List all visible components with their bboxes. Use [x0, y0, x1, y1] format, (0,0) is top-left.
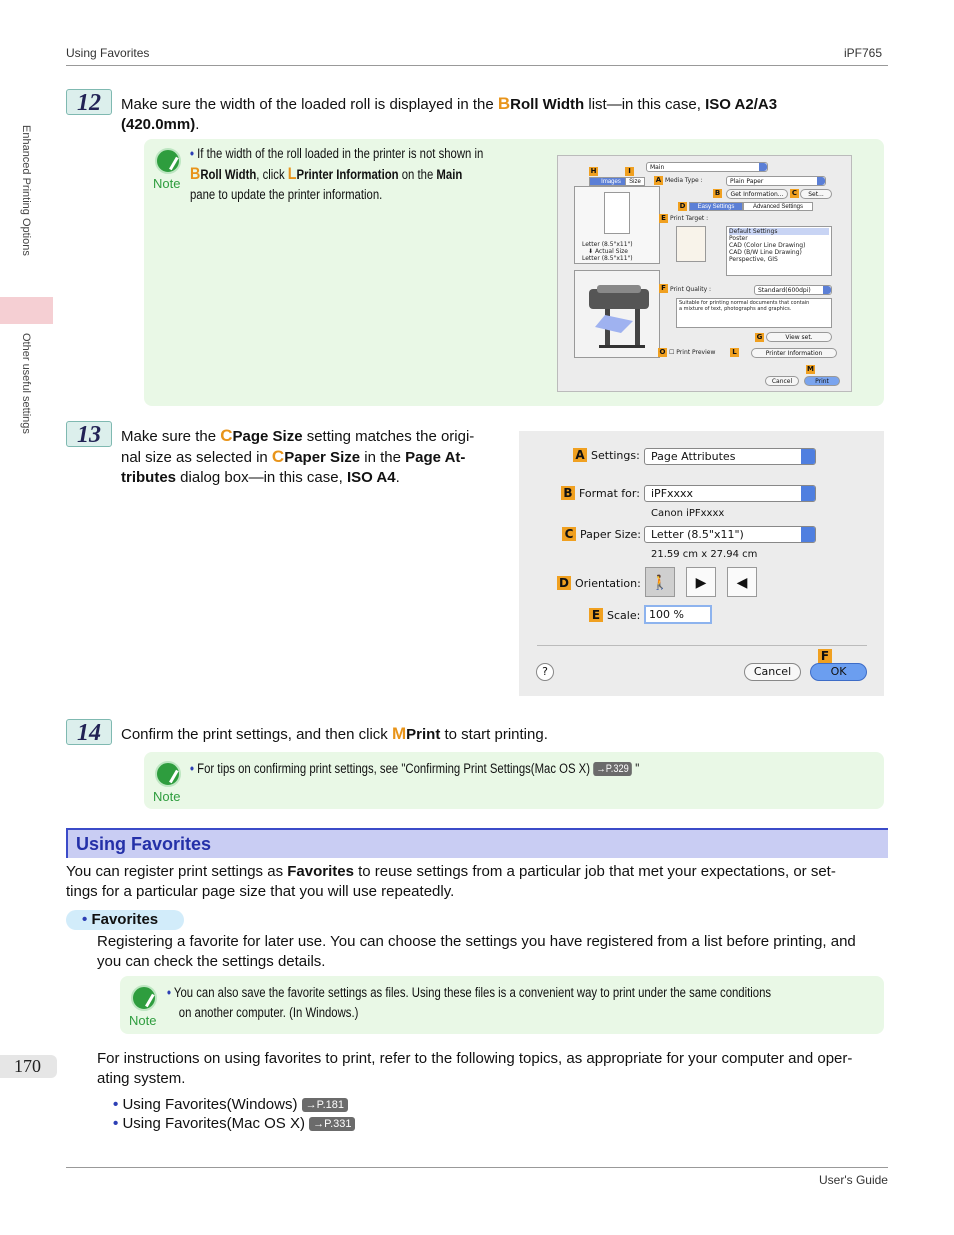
section-title: Using Favorites: [76, 834, 212, 854]
description-line-1: Suitable for printing normal documents that contain: [679, 300, 810, 306]
step-13-text: Make sure the CPage Size setting matches the origi- nal size as selected in CPaper Size in the Page At- tributes dialog box—in this case, ISO A4.: [121, 426, 475, 486]
settings-label: Settings:: [591, 449, 640, 462]
media-type-select[interactable]: Plain Paper: [726, 176, 826, 186]
tag-i: I: [625, 167, 634, 176]
page-reference-link[interactable]: →P.181: [302, 1098, 348, 1112]
tab-advanced-settings[interactable]: Advanced Settings: [743, 202, 813, 211]
media-type-label: Media Type :: [665, 177, 703, 184]
print-preview-checkbox[interactable]: ☐ Print Preview: [669, 349, 716, 356]
sidebar-tab-marker: [0, 297, 53, 324]
note-check-icon: [155, 761, 181, 787]
link-mac[interactable]: • Using Favorites(Mac OS X) →P.331: [113, 1114, 355, 1134]
preview-page: [604, 192, 630, 234]
step-14-text: Confirm the print settings, and then click MPrint to start printing.: [121, 724, 548, 743]
landscape-left-icon[interactable]: ▶: [686, 567, 716, 597]
sidebar-section: Enhanced Printing Options: [20, 125, 32, 256]
header-model: iPF765: [844, 46, 883, 60]
sidebar-subsection: Other useful settings: [20, 333, 32, 434]
target-thumbnail: [676, 226, 706, 262]
note-check-icon: [131, 985, 157, 1011]
printer-image: [574, 270, 660, 358]
tag-f: F: [659, 284, 668, 293]
page-reference-link[interactable]: →P.331: [309, 1117, 355, 1131]
help-icon[interactable]: ?: [536, 663, 554, 681]
description-line-2: a mixture of text, photographs and graphics.: [679, 306, 792, 312]
section-intro: You can register print settings as Favorites to reuse settings from a particular job that met your expectations, or set- tings for a particular page size that you will use repeatedly.: [66, 863, 836, 900]
tag-c: C: [791, 189, 798, 197]
paper-size-label: Paper Size:: [580, 528, 641, 541]
tag-l: L: [730, 348, 739, 357]
tag-d: D: [679, 202, 686, 210]
tag-e: E: [659, 214, 668, 223]
step-14-number: 14: [66, 719, 112, 745]
target-item[interactable]: CAD (B/W Line Drawing): [729, 249, 802, 256]
print-quality-select[interactable]: Standard(600dpi): [754, 285, 832, 295]
footer-rule: [66, 1167, 888, 1168]
instructions-text: For instructions on using favorites to print, refer to the following topics, as appropriate for your computer and oper- ating system.: [97, 1050, 853, 1087]
tag-h: H: [590, 167, 597, 175]
tab-images[interactable]: Images: [589, 177, 633, 186]
note-label: Note: [153, 789, 181, 804]
favorites-description: Registering a favorite for later use. You can choose the settings you have registered from a list before printing, and you can check the settings details.: [97, 933, 856, 970]
landscape-right-icon[interactable]: ◀: [727, 567, 757, 597]
target-item[interactable]: Perspective, GIS: [729, 256, 778, 263]
tag-d: D: [557, 576, 571, 590]
note-check-icon: [155, 148, 181, 174]
view-set-button[interactable]: View set.: [766, 332, 832, 342]
tag-b: B: [561, 486, 575, 500]
ok-button[interactable]: OK: [810, 663, 867, 681]
print-dialog-screenshot: [557, 155, 852, 392]
cancel-button[interactable]: Cancel: [765, 376, 799, 386]
tag-o: O: [659, 348, 666, 356]
target-item[interactable]: Poster: [729, 235, 748, 242]
printer-information-button[interactable]: Printer Information: [751, 348, 837, 358]
page-number: 170: [14, 1056, 41, 1076]
format-for-select[interactable]: iPFxxxx: [644, 485, 816, 502]
print-quality-label: Print Quality :: [670, 286, 712, 293]
step-12-text: Make sure the width of the loaded roll is displayed in the BRoll Width list—in this case, ISO A2/A3 (420.0mm).: [121, 94, 778, 133]
preview-label-1: Letter (8.5"x11"): [582, 241, 633, 248]
cancel-button[interactable]: Cancel: [744, 663, 801, 681]
tag-a: A: [655, 176, 662, 184]
format-for-sub: Canon iPFxxxx: [651, 508, 725, 519]
orientation-label: Orientation:: [575, 577, 641, 590]
tag-a: A: [573, 448, 587, 462]
tab-easy-settings[interactable]: Easy Settings: [689, 202, 743, 211]
print-target-label: Print Target :: [670, 215, 709, 222]
favorites-note-text: • You can also save the favorite settings as files. Using these files is a convenient way to print under the same conditions on another computer. (In Windows.): [167, 985, 772, 1020]
tag-e: E: [589, 608, 603, 622]
tag-c: C: [562, 527, 576, 541]
scale-label: Scale:: [607, 609, 641, 622]
dialog-divider: [537, 645, 867, 646]
settings-select[interactable]: Page Attributes: [644, 448, 816, 465]
link-windows[interactable]: • Using Favorites(Windows) →P.181: [113, 1095, 348, 1115]
portrait-orientation-icon[interactable]: 🚶: [645, 567, 675, 597]
note-label: Note: [129, 1013, 157, 1028]
paper-size-select[interactable]: Letter (8.5"x11"): [644, 526, 816, 543]
printer-icon: [575, 271, 659, 357]
target-item[interactable]: CAD (Color Line Drawing): [729, 242, 806, 249]
tag-b: B: [714, 189, 721, 197]
pane-select[interactable]: Main: [646, 162, 768, 172]
page-reference-link[interactable]: →P.329: [593, 762, 632, 776]
preview-label-2: ⬇ Actual Size: [588, 248, 628, 255]
description-box: [676, 298, 832, 328]
step-13-number: 13: [66, 421, 112, 447]
get-information-button[interactable]: Get Information...: [726, 189, 788, 199]
scale-input[interactable]: 100 %: [644, 605, 712, 624]
target-item[interactable]: Default Settings: [729, 228, 829, 235]
step-12-number: 12: [66, 89, 112, 115]
set-button[interactable]: Set...: [800, 189, 832, 199]
favorites-heading: • Favorites: [82, 911, 159, 928]
tag-f: F: [818, 649, 832, 663]
header-title: Using Favorites: [66, 46, 150, 60]
tag-g: G: [756, 333, 763, 341]
footer-guide: User's Guide: [819, 1173, 888, 1187]
print-target-list[interactable]: [726, 226, 832, 276]
tag-m: M: [807, 365, 814, 373]
header-rule: [66, 65, 888, 66]
tab-size[interactable]: Size: [625, 177, 645, 186]
step-12-note-text: • If the width of the roll loaded in the printer is not shown in BRoll Width, click LPrinter Information on the Main pane to update the printer information.: [190, 146, 484, 202]
step-14-note-text: • For tips on confirming print settings, see "Confirming Print Settings(Mac OS X) →P.329 ": [190, 761, 640, 776]
format-for-label: Format for:: [579, 487, 640, 500]
paper-size-dimensions: 21.59 cm x 27.94 cm: [651, 549, 758, 560]
note-label: Note: [153, 176, 181, 191]
print-button[interactable]: Print: [804, 376, 840, 386]
preview-label-3: Letter (8.5"x11"): [582, 255, 633, 262]
